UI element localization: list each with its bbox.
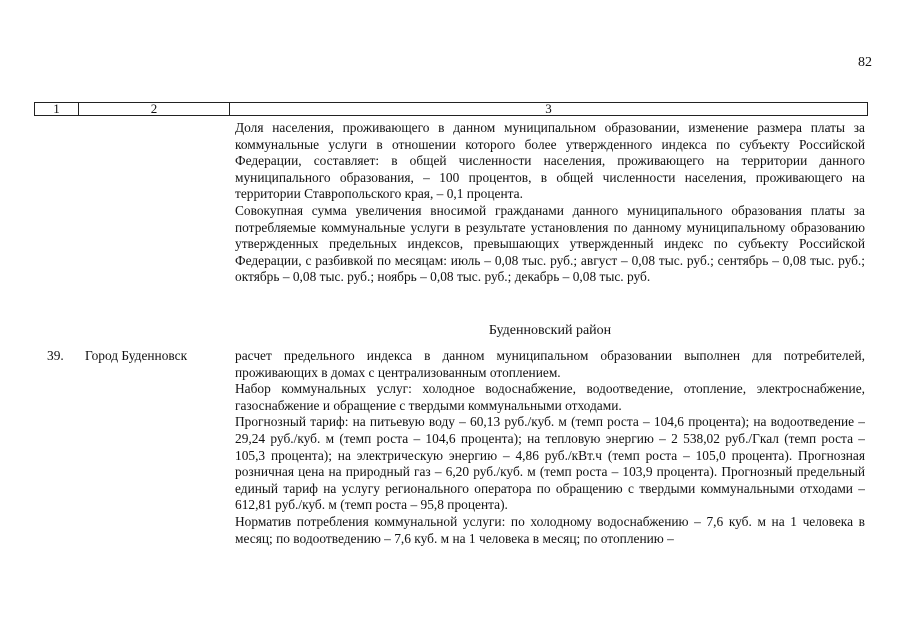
services-set-paragraph: Набор коммунальных услуг: холодное водоснабжение, водоотведение, отопление, электроснабжение, газоснабжение и обращение с твердыми коммунальными отходами. [235,381,865,413]
page-number: 82 [858,55,872,70]
row-number: 39. [47,348,64,363]
municipality-name: Город Буденновск [85,348,188,363]
municipality-details [235,348,865,580]
district-heading: Буденновский район [488,323,612,338]
column-header-1: 1 [35,103,79,115]
column-header-2: 2 [79,103,230,115]
payment-increase-paragraph: Совокупная сумма увеличения вносимой гражданами данного муниципального образования платы за потребляемые коммунальные услуги в результате установления по данному муниципальному образованию утвержденных предельных индексов, превышающих утвержденный индекс по субъекту Российской Федерации, с разбивкой по месяцам: июль – 0,08 тыс. руб.; август – 0,08 тыс. руб.; сентябрь – 0,08 тыс. руб.; октябрь – 0,08 тыс. руб.; ноябрь – 0,08 тыс. руб.; декабрь – 0,08 тыс. руб. [235,202,865,285]
forecast-tariff-paragraph: Прогнозный тариф: на питьевую воду – 60,13 руб./куб. м (темп роста – 104,6 процента); на водоотведение – 29,24 руб./куб. м (темп роста – 104,6 процента); на тепловую энергию – 2 538,02 руб./Гкал (темп роста – 105,3 процента); на электрическую энергию – 4,86 руб./кВт.ч (темп роста – 105,0 процента). Прогнозная розничная цена на природный газ – 6,20 руб./куб. м (темп роста – 103,9 процента). Прогнозный предельный единый тариф на услугу регионального оператора по обращению с твердыми коммунальными отходами – 612,81 руб./куб. м (темп роста – 95,8 процента). [235,414,865,513]
table-header-row [34,102,868,116]
population-share-paragraph: Доля населения, проживающего в данном муниципальном образовании, изменение размера платы за коммунальные услуги в отношении которого более утвержденного индекса по субъекту Российской Федерации, составляет: в общей численности населения, проживающего на территории данного муниципального образования, – 100 процентов, в общей численности населения, проживающего на территории Ставропольского края, – 0,1 процента. [235,120,865,202]
calculation-basis-paragraph: расчет предельного индекса в данном муниципальном образовании выполнен для потребителей, проживающих в домах с централизованным отоплением. [235,348,865,380]
column-header-3: 3 [545,101,552,116]
previous-entry-text [235,120,865,286]
consumption-norm-paragraph: Норматив потребления коммунальной услуги: по холодному водоснабжению – 7,6 куб. м на 1 человека в месяц; по водоотведению – 7,6 куб. м на 1 человека в месяц; по отоплению – [235,513,865,546]
